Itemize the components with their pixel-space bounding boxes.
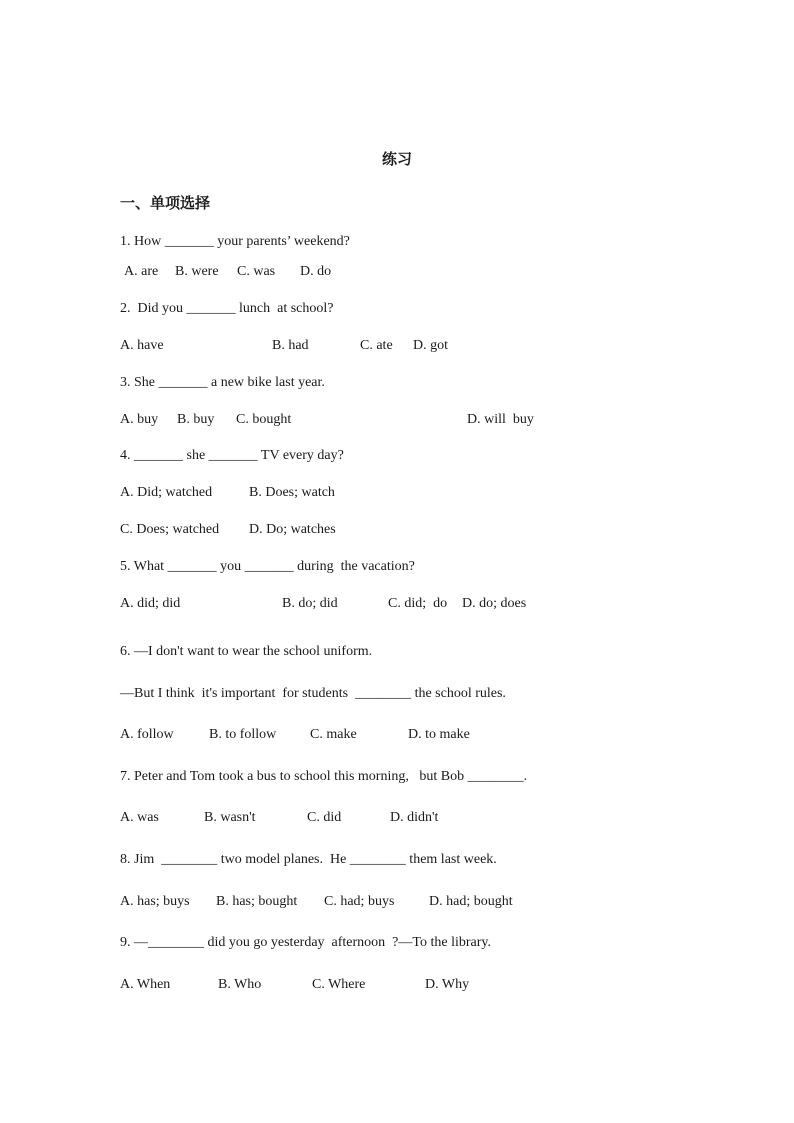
- q8-option-a: A. has; buys: [120, 894, 190, 909]
- q7-option-d: D. didn't: [390, 810, 439, 825]
- q7-option-c: C. did: [307, 810, 342, 825]
- q9-option-c: C. Where: [312, 977, 366, 992]
- q6-option-b: B. to follow: [209, 727, 277, 742]
- q3-option-a: A. buy: [120, 412, 159, 427]
- q7-option-a: A. was: [120, 810, 159, 825]
- q4-option-b: B. Does; watch: [249, 485, 335, 500]
- page-title: 练习: [381, 152, 412, 168]
- q9-option-d: D. Why: [425, 977, 470, 992]
- q4-option-d: D. Do; watches: [249, 522, 336, 537]
- q5-option-c: C. did; do: [388, 596, 448, 611]
- q8-option-b: B. has; bought: [216, 894, 298, 909]
- q5-option-d: D. do; does: [462, 596, 527, 611]
- q8-option-d: D. had; bought: [429, 894, 513, 909]
- q3-option-d: D. will buy: [467, 412, 534, 427]
- question-1-stem: 1. How _______ your parents’ weekend?: [120, 234, 350, 249]
- q2-option-c: C. ate: [360, 338, 393, 353]
- q2-option-a: A. have: [120, 338, 164, 353]
- q4-option-a: A. Did; watched: [120, 485, 213, 500]
- q3-option-c: C. bought: [236, 412, 292, 427]
- question-4-stem: 4. _______ she _______ TV every day?: [120, 448, 344, 463]
- q5-option-b: B. do; did: [282, 596, 338, 611]
- q7-option-b: B. wasn't: [204, 810, 256, 825]
- question-6-stem-reply: —But I think it's important for students ________ the school rules.: [120, 686, 506, 701]
- q2-option-d: D. got: [413, 338, 448, 353]
- q8-option-c: C. had; buys: [324, 894, 395, 909]
- q3-option-b: B. buy: [177, 412, 215, 427]
- q1-option-c: C. was: [237, 264, 276, 279]
- q1-option-b: B. were: [175, 264, 219, 279]
- q9-option-b: B. Who: [218, 977, 262, 992]
- q1-option-a: A. are: [124, 264, 159, 279]
- q6-option-d: D. to make: [408, 727, 470, 742]
- question-5-stem: 5. What _______ you _______ during the vacation?: [120, 559, 415, 574]
- q1-option-d: D. do: [300, 264, 332, 279]
- q5-option-a: A. did; did: [120, 596, 181, 611]
- question-6-stem: 6. —I don't want to wear the school uniform.: [120, 644, 373, 659]
- q2-option-b: B. had: [272, 338, 309, 353]
- section-heading: 一、单项选择: [120, 196, 211, 212]
- question-8-stem: 8. Jim ________ two model planes. He ________ them last week.: [120, 852, 497, 867]
- question-7-stem: 7. Peter and Tom took a bus to school this morning, but Bob ________.: [120, 769, 528, 784]
- question-9-stem: 9. —________ did you go yesterday afternoon ?—To the library.: [120, 935, 491, 950]
- question-2-stem: 2. Did you _______ lunch at school?: [120, 301, 334, 316]
- q9-option-a: A. When: [120, 977, 171, 992]
- q6-option-c: C. make: [310, 727, 357, 742]
- question-3-stem: 3. She _______ a new bike last year.: [120, 375, 325, 390]
- q6-option-a: A. follow: [120, 727, 174, 742]
- q4-option-c: C. Does; watched: [120, 522, 220, 537]
